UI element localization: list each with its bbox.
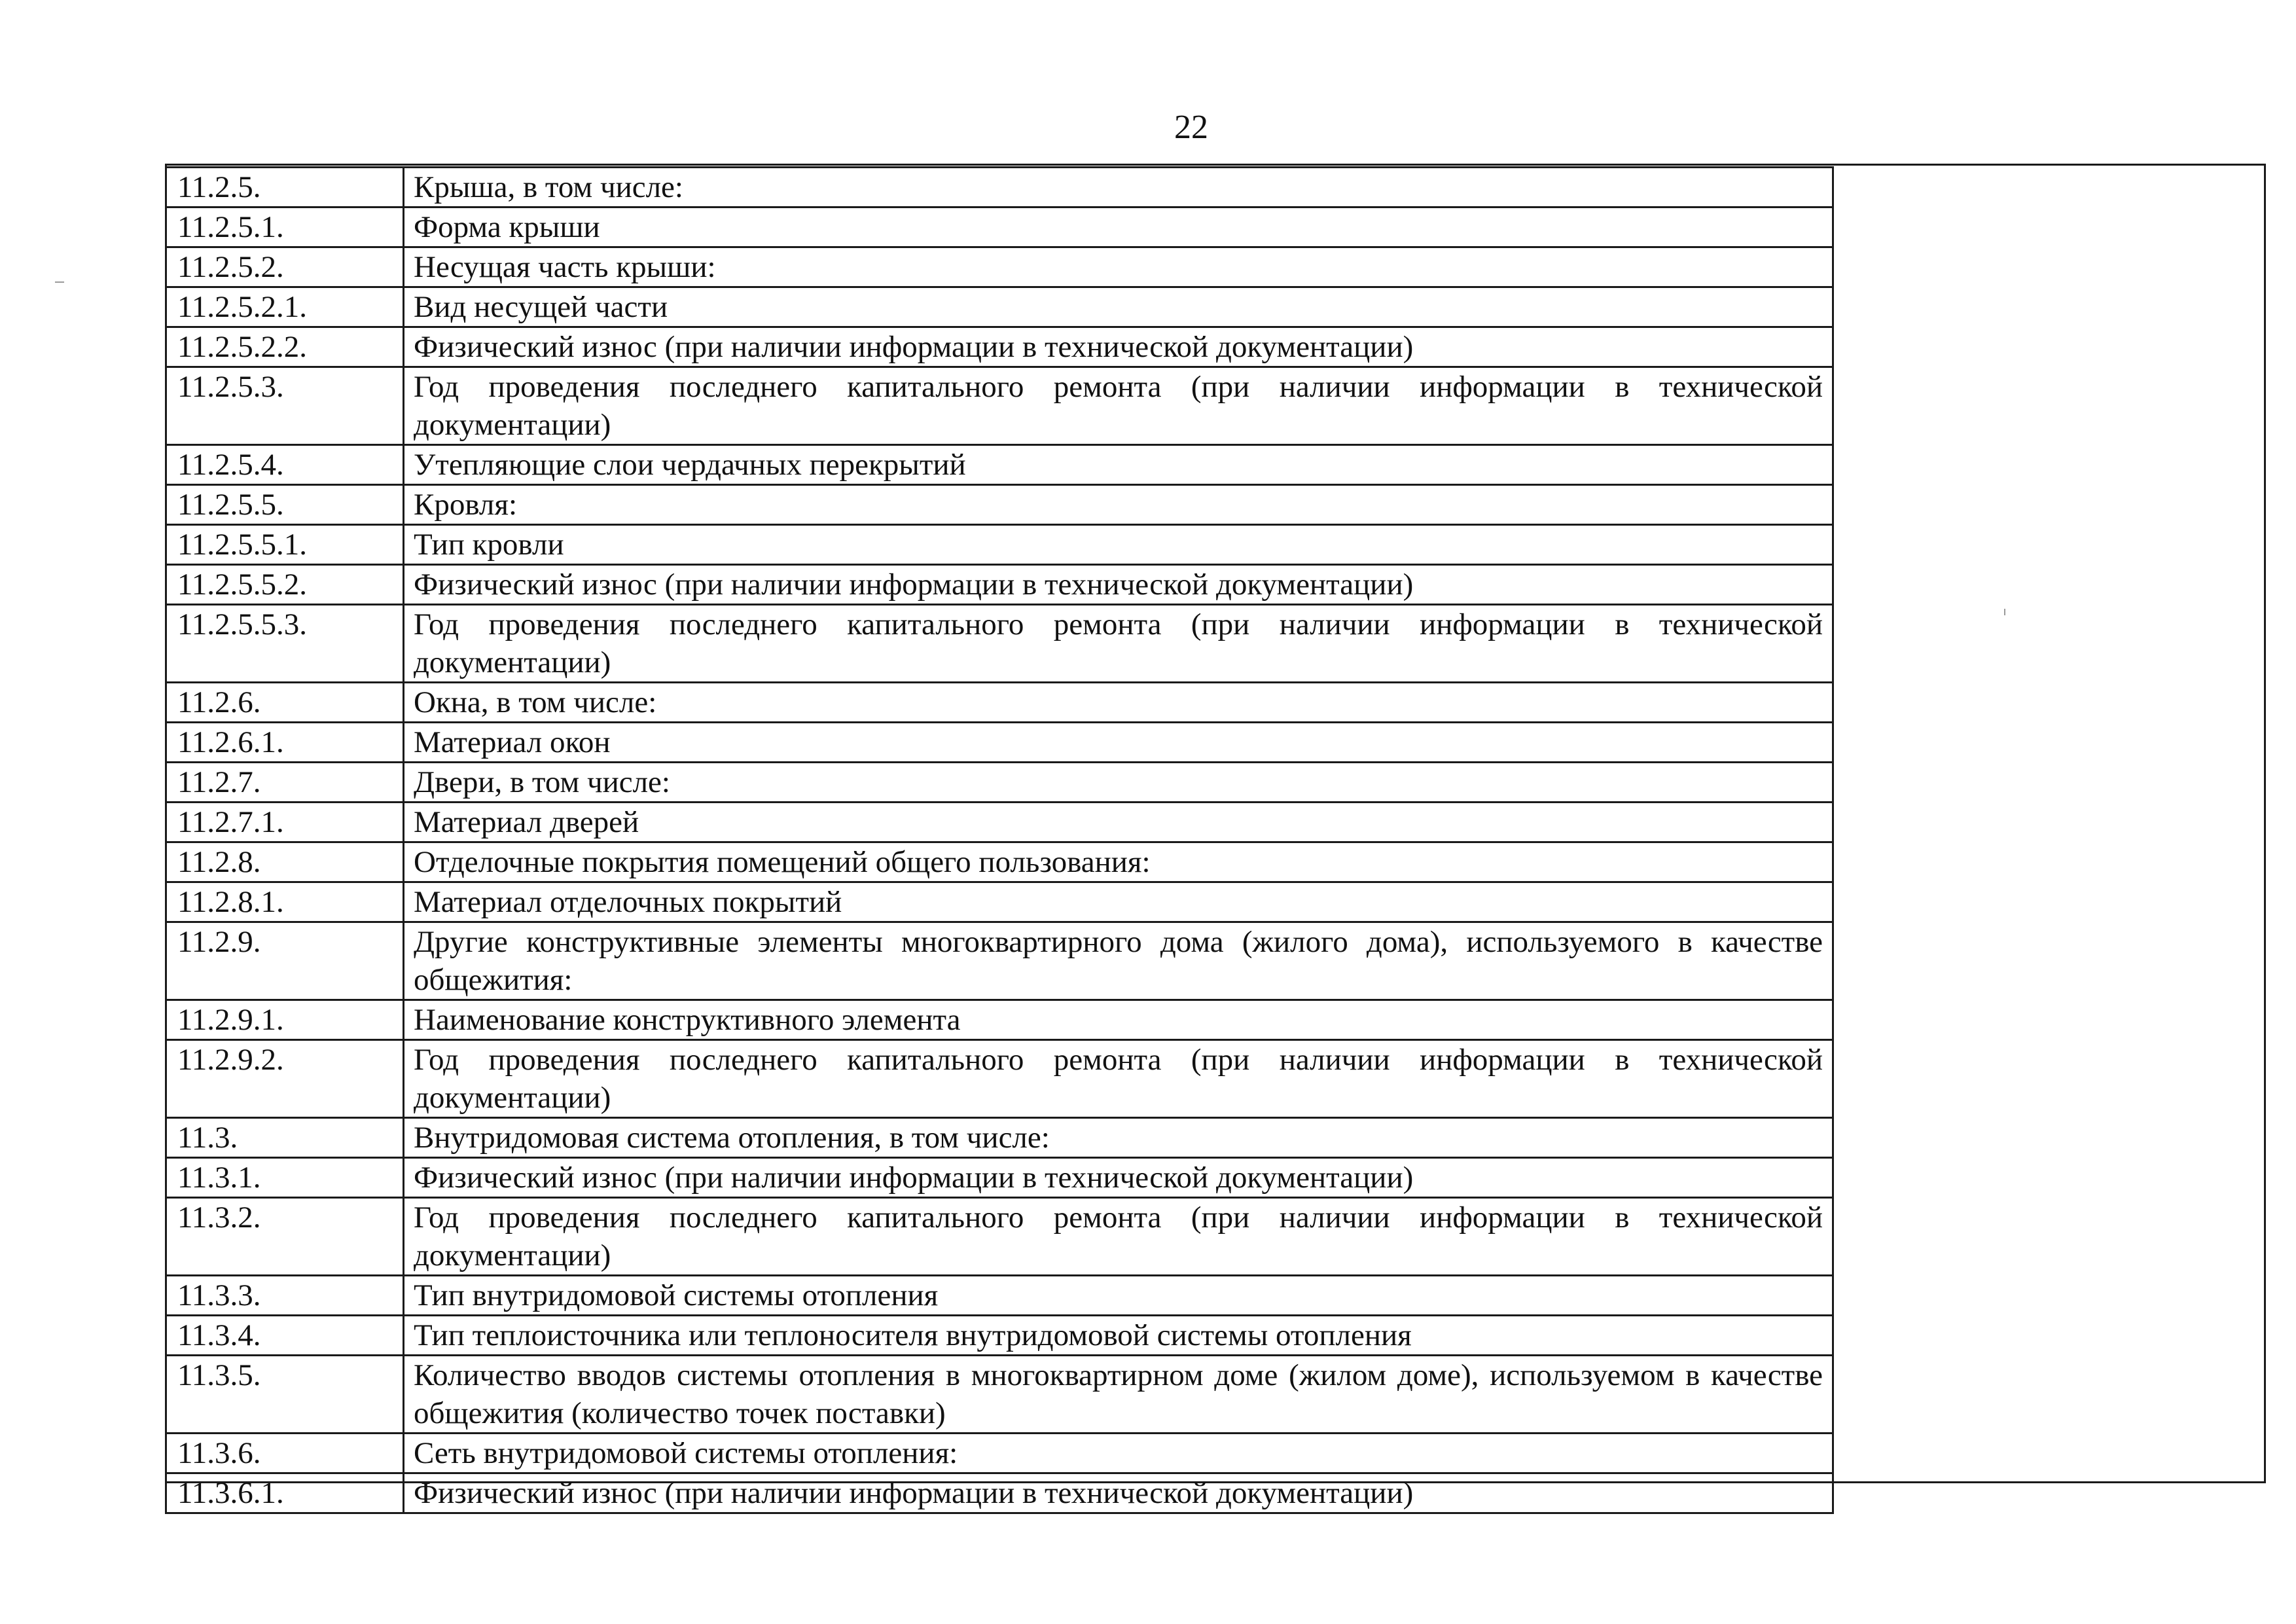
- row-description: Несущая часть крыши:: [404, 247, 1833, 287]
- row-description: Физический износ (при наличии информации в технической документации): [404, 1158, 1833, 1198]
- row-number: 11.2.7.: [166, 763, 404, 803]
- table-row: [166, 1000, 1833, 1040]
- row-number: 11.3.3.: [166, 1276, 404, 1316]
- table-row: [166, 683, 1833, 723]
- table-body: [166, 168, 1833, 1513]
- table-row: [166, 208, 1833, 247]
- table-row: [166, 922, 1833, 1000]
- table-row: [166, 485, 1833, 525]
- row-description: Количество вводов системы отопления в многоквартирном доме (жилом доме), используемом в качестве общежития (количество точек поставки): [404, 1356, 1833, 1434]
- row-number: 11.2.5.2.2.: [166, 327, 404, 367]
- row-description: Кровля:: [404, 485, 1833, 525]
- row-number: 11.2.5.5.2.: [166, 565, 404, 605]
- row-number: 11.3.: [166, 1118, 404, 1158]
- table-row: [166, 1356, 1833, 1434]
- row-number: 11.2.5.5.: [166, 485, 404, 525]
- table-row: [166, 723, 1833, 763]
- table-row: [166, 1118, 1833, 1158]
- building-elements-table: [165, 166, 1834, 1514]
- row-description: Наименование конструктивного элемента: [404, 1000, 1833, 1040]
- row-number: 11.2.5.1.: [166, 208, 404, 247]
- row-number: 11.3.2.: [166, 1198, 404, 1276]
- row-number: 11.3.4.: [166, 1316, 404, 1356]
- table-row: [166, 803, 1833, 842]
- row-description: Тип теплоисточника или теплоносителя внутридомовой системы отопления: [404, 1316, 1833, 1356]
- table-row: [166, 287, 1833, 327]
- row-description: Год проведения последнего капитального ремонта (при наличии информации в технической документации): [404, 1040, 1833, 1118]
- row-description: Утепляющие слои чердачных перекрытий: [404, 445, 1833, 485]
- row-description: Окна, в том числе:: [404, 683, 1833, 723]
- row-description: Год проведения последнего капитального ремонта (при наличии информации в технической документации): [404, 1198, 1833, 1276]
- row-description: Тип внутридомовой системы отопления: [404, 1276, 1833, 1316]
- row-description: Физический износ (при наличии информации в технической документации): [404, 1473, 1833, 1513]
- row-description: Отделочные покрытия помещений общего пользования:: [404, 842, 1833, 882]
- row-description: Вид несущей части: [404, 287, 1833, 327]
- table-row: [166, 1473, 1833, 1513]
- row-description: Материал окон: [404, 723, 1833, 763]
- row-number: 11.2.5.3.: [166, 367, 404, 445]
- scan-mark: [55, 281, 64, 283]
- row-number: 11.2.6.1.: [166, 723, 404, 763]
- row-number: 11.3.1.: [166, 1158, 404, 1198]
- row-description: Год проведения последнего капитального ремонта (при наличии информации в технической документации): [404, 605, 1833, 683]
- row-description: Физический износ (при наличии информации в технической документации): [404, 327, 1833, 367]
- table-row: [166, 1316, 1833, 1356]
- row-number: 11.2.8.: [166, 842, 404, 882]
- row-number: 11.2.5.: [166, 168, 404, 208]
- table-row: [166, 1198, 1833, 1276]
- row-number: 11.2.5.2.1.: [166, 287, 404, 327]
- row-description: Другие конструктивные элементы многоквартирного дома (жилого дома), используемого в качестве общежития:: [404, 922, 1833, 1000]
- row-description: Форма крыши: [404, 208, 1833, 247]
- row-number: 11.2.7.1.: [166, 803, 404, 842]
- row-number: 11.2.5.5.3.: [166, 605, 404, 683]
- row-number: 11.2.5.4.: [166, 445, 404, 485]
- table-row: [166, 1040, 1833, 1118]
- row-description: Двери, в том числе:: [404, 763, 1833, 803]
- table-row: [166, 247, 1833, 287]
- row-number: 11.3.6.1.: [166, 1473, 404, 1513]
- table-row: [166, 1158, 1833, 1198]
- table-row: [166, 367, 1833, 445]
- table-row: [166, 525, 1833, 565]
- row-number: 11.2.9.: [166, 922, 404, 1000]
- table-row: [166, 327, 1833, 367]
- row-description: Тип кровли: [404, 525, 1833, 565]
- table-row: [166, 168, 1833, 208]
- row-description: Год проведения последнего капитального ремонта (при наличии информации в технической документации): [404, 367, 1833, 445]
- row-description: Материал дверей: [404, 803, 1833, 842]
- page-number: 22: [1174, 109, 1208, 146]
- table-row: [166, 763, 1833, 803]
- table-row: [166, 842, 1833, 882]
- table-row: [166, 565, 1833, 605]
- row-description: Внутридомовая система отопления, в том числе:: [404, 1118, 1833, 1158]
- row-number: 11.2.5.5.1.: [166, 525, 404, 565]
- row-number: 11.2.6.: [166, 683, 404, 723]
- row-number: 11.2.9.2.: [166, 1040, 404, 1118]
- scan-mark: [2004, 609, 2005, 615]
- row-number: 11.2.9.1.: [166, 1000, 404, 1040]
- row-description: Физический износ (при наличии информации в технической документации): [404, 565, 1833, 605]
- table-row: [166, 882, 1833, 922]
- row-number: 11.3.6.: [166, 1434, 404, 1473]
- table-row: [166, 605, 1833, 683]
- row-number: 11.2.5.2.: [166, 247, 404, 287]
- row-number: 11.3.5.: [166, 1356, 404, 1434]
- row-description: Материал отделочных покрытий: [404, 882, 1833, 922]
- table-row: [166, 1276, 1833, 1316]
- table-row: [166, 445, 1833, 485]
- table-row: [166, 1434, 1833, 1473]
- row-number: 11.2.8.1.: [166, 882, 404, 922]
- row-description: Сеть внутридомовой системы отопления:: [404, 1434, 1833, 1473]
- row-description: Крыша, в том числе:: [404, 168, 1833, 208]
